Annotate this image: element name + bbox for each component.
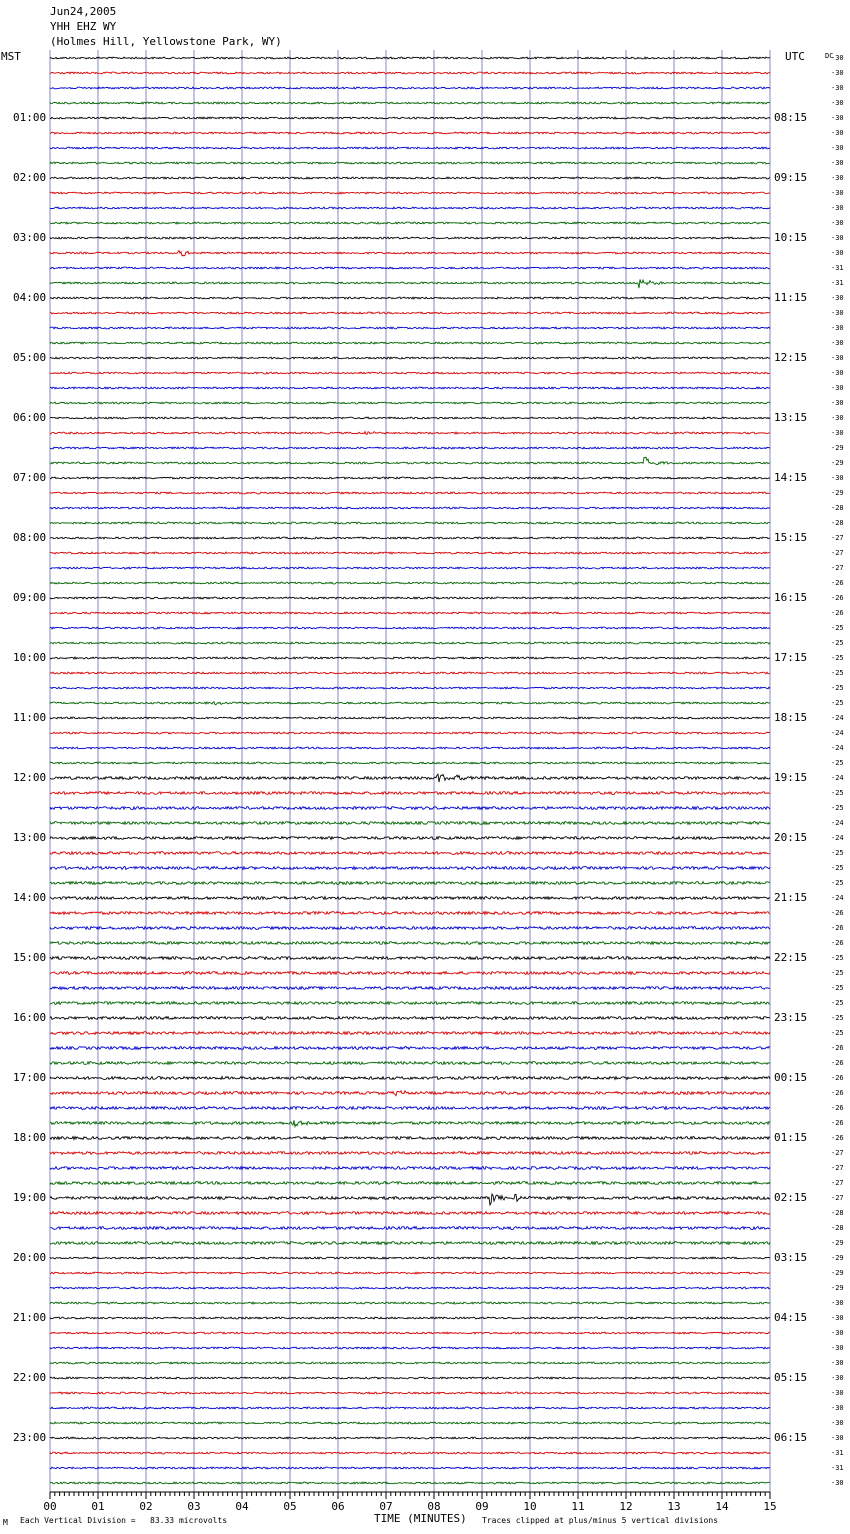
- utc-label: UTC: [785, 50, 805, 63]
- mst-hour-label: 02:00: [13, 171, 47, 184]
- trace-72: [50, 1137, 770, 1140]
- mst-hour-label: 19:00: [13, 1191, 47, 1204]
- dc-offset-label: -30: [831, 399, 844, 407]
- scale-note: Each Vertical Division = 83.33 microvolts: [20, 1516, 228, 1525]
- dc-offset-label: -30: [831, 474, 844, 482]
- trace-90: [50, 1407, 770, 1409]
- dc-offset-label: -30: [831, 384, 844, 392]
- trace-64: [50, 1017, 770, 1020]
- dc-offset-label: -30: [831, 234, 844, 242]
- mst-hour-label: 08:00: [13, 531, 47, 544]
- trace-87: [50, 1362, 770, 1364]
- trace-65: [50, 1032, 770, 1035]
- dc-offset-label: -31: [831, 1464, 844, 1472]
- trace-56: [50, 897, 770, 900]
- mst-label: MST: [1, 50, 21, 63]
- utc-hour-label: 06:15: [774, 1431, 808, 1444]
- trace-2: [50, 87, 770, 89]
- trace-60: [50, 957, 770, 960]
- dc-offset-label: -30: [831, 54, 844, 62]
- trace-30: [50, 507, 770, 509]
- dc-offset-label: -29: [831, 459, 844, 467]
- dc-offset-label: -29: [831, 489, 844, 497]
- mst-hour-label: 06:00: [13, 411, 47, 424]
- trace-34: [50, 567, 770, 569]
- trace-75: [50, 1182, 770, 1185]
- time-axis: [43, 1492, 776, 1513]
- trace-12: [50, 237, 770, 239]
- dc-offset-label: -30: [831, 1404, 844, 1412]
- utc-hour-label: 22:15: [774, 951, 808, 964]
- x-tick-label: 06: [331, 1500, 345, 1513]
- dc-offset-label: -30: [831, 1479, 844, 1487]
- trace-80: [50, 1257, 770, 1259]
- mst-hour-label: 04:00: [13, 291, 47, 304]
- seismic-traces: [50, 57, 770, 1484]
- dc-offset-label: -30: [831, 129, 844, 137]
- mst-hour-label: 07:00: [13, 471, 47, 484]
- x-tick-label: 11: [571, 1500, 585, 1513]
- trace-31: [50, 522, 770, 524]
- x-tick-label: 12: [619, 1500, 633, 1513]
- utc-hour-label: 09:15: [774, 171, 808, 184]
- dc-offset-label: -25: [831, 759, 844, 767]
- dc-offset-label: -25: [831, 969, 844, 977]
- trace-83: [50, 1302, 770, 1304]
- dc-offset-label: -25: [831, 669, 844, 677]
- dc-offset-label: -27: [831, 534, 844, 542]
- utc-hour-label: 10:15: [774, 231, 808, 244]
- trace-70: [50, 1107, 770, 1110]
- dc-offset-label: -30: [831, 369, 844, 377]
- mst-hour-label: 16:00: [13, 1011, 47, 1024]
- trace-53: [50, 852, 770, 855]
- mst-hour-label: 22:00: [13, 1371, 47, 1384]
- dc-offset-label: -26: [831, 1134, 844, 1142]
- dc-label: DC: [825, 52, 834, 60]
- dc-offset-label: -30: [831, 294, 844, 302]
- trace-22: [50, 387, 770, 389]
- trace-4: [50, 117, 770, 119]
- trace-51: [50, 822, 770, 825]
- x-tick-label: 04: [235, 1500, 249, 1513]
- dc-offset-label: -24: [831, 714, 844, 722]
- utc-hour-label: 19:15: [774, 771, 808, 784]
- trace-1: [50, 72, 770, 74]
- dc-offset-label: -30: [831, 189, 844, 197]
- trace-74: [50, 1167, 770, 1170]
- dc-offset-label: -26: [831, 924, 844, 932]
- mst-hour-label: 10:00: [13, 651, 47, 664]
- dc-offset-label: -27: [831, 1164, 844, 1172]
- utc-hour-label: 12:15: [774, 351, 808, 364]
- x-tick-label: 09: [475, 1500, 489, 1513]
- utc-hour-label: 20:15: [774, 831, 808, 844]
- trace-54: [50, 867, 770, 870]
- utc-hour-label: 18:15: [774, 711, 808, 724]
- trace-36: [50, 597, 770, 599]
- utc-hour-label: 15:15: [774, 531, 808, 544]
- trace-81: [50, 1272, 770, 1274]
- trace-55: [50, 882, 770, 885]
- trace-29: [50, 492, 770, 494]
- dc-offset-label: -30: [831, 99, 844, 107]
- trace-42: [50, 687, 770, 689]
- trace-89: [50, 1392, 770, 1394]
- dc-offset-label: -24: [831, 819, 844, 827]
- station-label: YHH EHZ WY: [50, 20, 117, 33]
- trace-23: [50, 402, 770, 404]
- trace-48: [50, 774, 770, 782]
- trace-14: [50, 267, 770, 269]
- dc-offset-label: -24: [831, 729, 844, 737]
- trace-79: [50, 1242, 770, 1245]
- mst-hour-label: 20:00: [13, 1251, 47, 1264]
- dc-offset-label: -27: [831, 1149, 844, 1157]
- utc-hour-label: 05:15: [774, 1371, 808, 1384]
- dc-offset-label: -25: [831, 954, 844, 962]
- trace-61: [50, 972, 770, 975]
- trace-39: [50, 642, 770, 644]
- dc-offset-label: -25: [831, 849, 844, 857]
- dc-offset-label: -29: [831, 1269, 844, 1277]
- dc-offset-label: -26: [831, 1089, 844, 1097]
- trace-9: [50, 192, 770, 194]
- x-tick-label: 01: [91, 1500, 105, 1513]
- dc-offset-label: -25: [831, 1029, 844, 1037]
- trace-32: [50, 537, 770, 539]
- mst-hour-label: 17:00: [13, 1071, 47, 1084]
- dc-offset-label: -26: [831, 1119, 844, 1127]
- utc-hour-label: 17:15: [774, 651, 808, 664]
- trace-20: [50, 357, 770, 359]
- utc-hour-label: 04:15: [774, 1311, 808, 1324]
- trace-62: [50, 987, 770, 990]
- dc-offset-label: -27: [831, 1179, 844, 1187]
- trace-77: [50, 1212, 770, 1215]
- trace-37: [50, 612, 770, 614]
- utc-hour-label: 16:15: [774, 591, 808, 604]
- utc-hour-label: 23:15: [774, 1011, 808, 1024]
- dc-offset-label: -25: [831, 804, 844, 812]
- dc-offset-label: -27: [831, 564, 844, 572]
- utc-hour-label: 21:15: [774, 891, 808, 904]
- dc-offset-label: -25: [831, 1014, 844, 1022]
- dc-offset-label: -30: [831, 219, 844, 227]
- dc-offset-label: -30: [831, 1434, 844, 1442]
- utc-hour-label: 14:15: [774, 471, 808, 484]
- dc-offset-label: -25: [831, 654, 844, 662]
- dc-offset-label: -28: [831, 1209, 844, 1217]
- mst-hour-label: 14:00: [13, 891, 47, 904]
- dc-offset-label: -26: [831, 609, 844, 617]
- dc-offset-label: -30: [831, 429, 844, 437]
- date-label: Jun24,2005: [50, 5, 117, 18]
- dc-offset-label: -30: [831, 69, 844, 77]
- dc-offset-label: -24: [831, 894, 844, 902]
- mst-hour-label: 01:00: [13, 111, 47, 124]
- dc-offset-label: -28: [831, 504, 844, 512]
- dc-offset-label: -30: [831, 114, 844, 122]
- trace-76: [50, 1194, 770, 1205]
- dc-offset-label: -30: [831, 1419, 844, 1427]
- trace-88: [50, 1377, 770, 1379]
- dc-offset-label: -29: [831, 1284, 844, 1292]
- trace-92: [50, 1437, 770, 1439]
- mst-hour-label: 11:00: [13, 711, 47, 724]
- trace-7: [50, 162, 770, 164]
- trace-78: [50, 1227, 770, 1230]
- x-tick-label: 10: [523, 1500, 537, 1513]
- dc-offset-label: -27: [831, 1194, 844, 1202]
- trace-57: [50, 912, 770, 915]
- x-tick-label: 13: [667, 1500, 681, 1513]
- dc-offset-label: -29: [831, 1239, 844, 1247]
- minute-gridlines: [50, 50, 770, 1492]
- dc-offset-label: -30: [831, 324, 844, 332]
- trace-17: [50, 312, 770, 314]
- dc-offset-label: -26: [831, 939, 844, 947]
- trace-59: [50, 942, 770, 945]
- mst-hour-label: 21:00: [13, 1311, 47, 1324]
- dc-offset-label: -30: [831, 1389, 844, 1397]
- dc-offset-label: -30: [831, 1359, 844, 1367]
- clip-note: Traces clipped at plus/minus 5 vertical divisions: [482, 1516, 719, 1525]
- x-tick-label: 07: [379, 1500, 393, 1513]
- dc-offset-label: -25: [831, 864, 844, 872]
- dc-offset-label: -31: [831, 264, 844, 272]
- dc-offset-label: -30: [831, 1329, 844, 1337]
- trace-82: [50, 1287, 770, 1289]
- dc-offset-label: -25: [831, 639, 844, 647]
- trace-49: [50, 792, 770, 795]
- mst-hour-label: 13:00: [13, 831, 47, 844]
- dc-offset-label: -26: [831, 1044, 844, 1052]
- dc-offset-label: -26: [831, 579, 844, 587]
- trace-50: [50, 807, 770, 810]
- dc-offset-label: -24: [831, 774, 844, 782]
- trace-41: [50, 672, 770, 674]
- corner-mark: M: [3, 1518, 8, 1527]
- trace-45: [50, 732, 770, 734]
- trace-28: [50, 477, 770, 479]
- dc-offset-label: -25: [831, 879, 844, 887]
- trace-40: [50, 657, 770, 659]
- dc-offset-label: -26: [831, 1059, 844, 1067]
- trace-24: [50, 417, 770, 419]
- trace-63: [50, 1002, 770, 1005]
- trace-91: [50, 1422, 770, 1424]
- dc-offset-label: -24: [831, 834, 844, 842]
- dc-offset-label: -25: [831, 999, 844, 1007]
- x-tick-label: 15: [763, 1500, 777, 1513]
- utc-hour-label: 11:15: [774, 291, 808, 304]
- dc-offset-label: -26: [831, 909, 844, 917]
- dc-offset-label: -25: [831, 684, 844, 692]
- x-axis-title: TIME (MINUTES): [374, 1512, 467, 1525]
- trace-33: [50, 552, 770, 554]
- dc-offset-label: -25: [831, 789, 844, 797]
- dc-offset-label: -31: [831, 279, 844, 287]
- dc-offset-label: -30: [831, 1344, 844, 1352]
- trace-6: [50, 147, 770, 149]
- trace-15: [50, 279, 770, 288]
- trace-71: [50, 1120, 770, 1126]
- trace-46: [50, 747, 770, 749]
- mst-hour-label: 23:00: [13, 1431, 47, 1444]
- mst-hour-label: 03:00: [13, 231, 47, 244]
- trace-69: [50, 1091, 770, 1096]
- dc-offset-label: -25: [831, 984, 844, 992]
- trace-44: [50, 717, 770, 719]
- dc-offset-label: -29: [831, 444, 844, 452]
- dc-offset-label: -25: [831, 699, 844, 707]
- trace-25: [50, 432, 770, 435]
- trace-43: [50, 702, 770, 705]
- mst-hour-label: 12:00: [13, 771, 47, 784]
- utc-hour-label: 00:15: [774, 1071, 808, 1084]
- x-tick-label: 02: [139, 1500, 153, 1513]
- dc-offset-label: -30: [831, 354, 844, 362]
- trace-52: [50, 837, 770, 840]
- trace-47: [50, 762, 770, 764]
- trace-95: [50, 1482, 770, 1484]
- mst-hour-label: 15:00: [13, 951, 47, 964]
- trace-38: [50, 627, 770, 629]
- trace-18: [50, 327, 770, 329]
- mst-hour-label: 18:00: [13, 1131, 47, 1144]
- dc-offset-label: -30: [831, 1374, 844, 1382]
- dc-offset-label: -30: [831, 159, 844, 167]
- utc-hour-label: 01:15: [774, 1131, 808, 1144]
- dc-offset-label: -30: [831, 144, 844, 152]
- location-label: (Holmes Hill, Yellowstone Park, WY): [50, 35, 282, 48]
- utc-hour-label: 02:15: [774, 1191, 808, 1204]
- mst-hour-label: 05:00: [13, 351, 47, 364]
- trace-86: [50, 1347, 770, 1349]
- trace-10: [50, 207, 770, 209]
- dc-offset-label: -26: [831, 1104, 844, 1112]
- trace-27: [50, 457, 770, 464]
- trace-84: [50, 1317, 770, 1319]
- dc-offset-label: -30: [831, 1299, 844, 1307]
- dc-offset-label: -30: [831, 84, 844, 92]
- trace-11: [50, 222, 770, 224]
- trace-85: [50, 1332, 770, 1334]
- x-tick-label: 14: [715, 1500, 729, 1513]
- dc-offset-label: -28: [831, 1224, 844, 1232]
- x-tick-label: 03: [187, 1500, 201, 1513]
- trace-58: [50, 927, 770, 930]
- trace-68: [50, 1077, 770, 1080]
- trace-0: [50, 57, 770, 59]
- dc-offset-label: -30: [831, 339, 844, 347]
- trace-94: [50, 1467, 770, 1469]
- dc-offset-label: -30: [831, 204, 844, 212]
- dc-offset-label: -26: [831, 594, 844, 602]
- dc-offset-label: -24: [831, 744, 844, 752]
- trace-19: [50, 342, 770, 344]
- dc-offset-label: -30: [831, 414, 844, 422]
- x-tick-label: 00: [43, 1500, 57, 1513]
- dc-offset-label: -30: [831, 174, 844, 182]
- trace-35: [50, 582, 770, 584]
- trace-13: [50, 251, 770, 256]
- mst-hour-label: 09:00: [13, 591, 47, 604]
- trace-21: [50, 372, 770, 374]
- x-tick-label: 08: [427, 1500, 441, 1513]
- dc-offset-label: -26: [831, 1074, 844, 1082]
- trace-93: [50, 1452, 770, 1454]
- trace-26: [50, 447, 770, 449]
- x-tick-label: 05: [283, 1500, 297, 1513]
- dc-offset-label: -30: [831, 309, 844, 317]
- dc-offset-label: -28: [831, 519, 844, 527]
- dc-offset-label: -29: [831, 1254, 844, 1262]
- dc-offset-label: -30: [831, 1314, 844, 1322]
- trace-73: [50, 1152, 770, 1155]
- dc-offset-label: -30: [831, 249, 844, 257]
- utc-hour-label: 03:15: [774, 1251, 808, 1264]
- utc-hour-label: 08:15: [774, 111, 808, 124]
- utc-hour-label: 13:15: [774, 411, 808, 424]
- trace-3: [50, 102, 770, 104]
- trace-8: [50, 177, 770, 179]
- trace-67: [50, 1062, 770, 1065]
- dc-offset-label: -27: [831, 549, 844, 557]
- trace-16: [50, 297, 770, 299]
- dc-offset-label: -31: [831, 1449, 844, 1457]
- trace-5: [50, 132, 770, 134]
- trace-66: [50, 1047, 770, 1050]
- dc-offset-label: -25: [831, 624, 844, 632]
